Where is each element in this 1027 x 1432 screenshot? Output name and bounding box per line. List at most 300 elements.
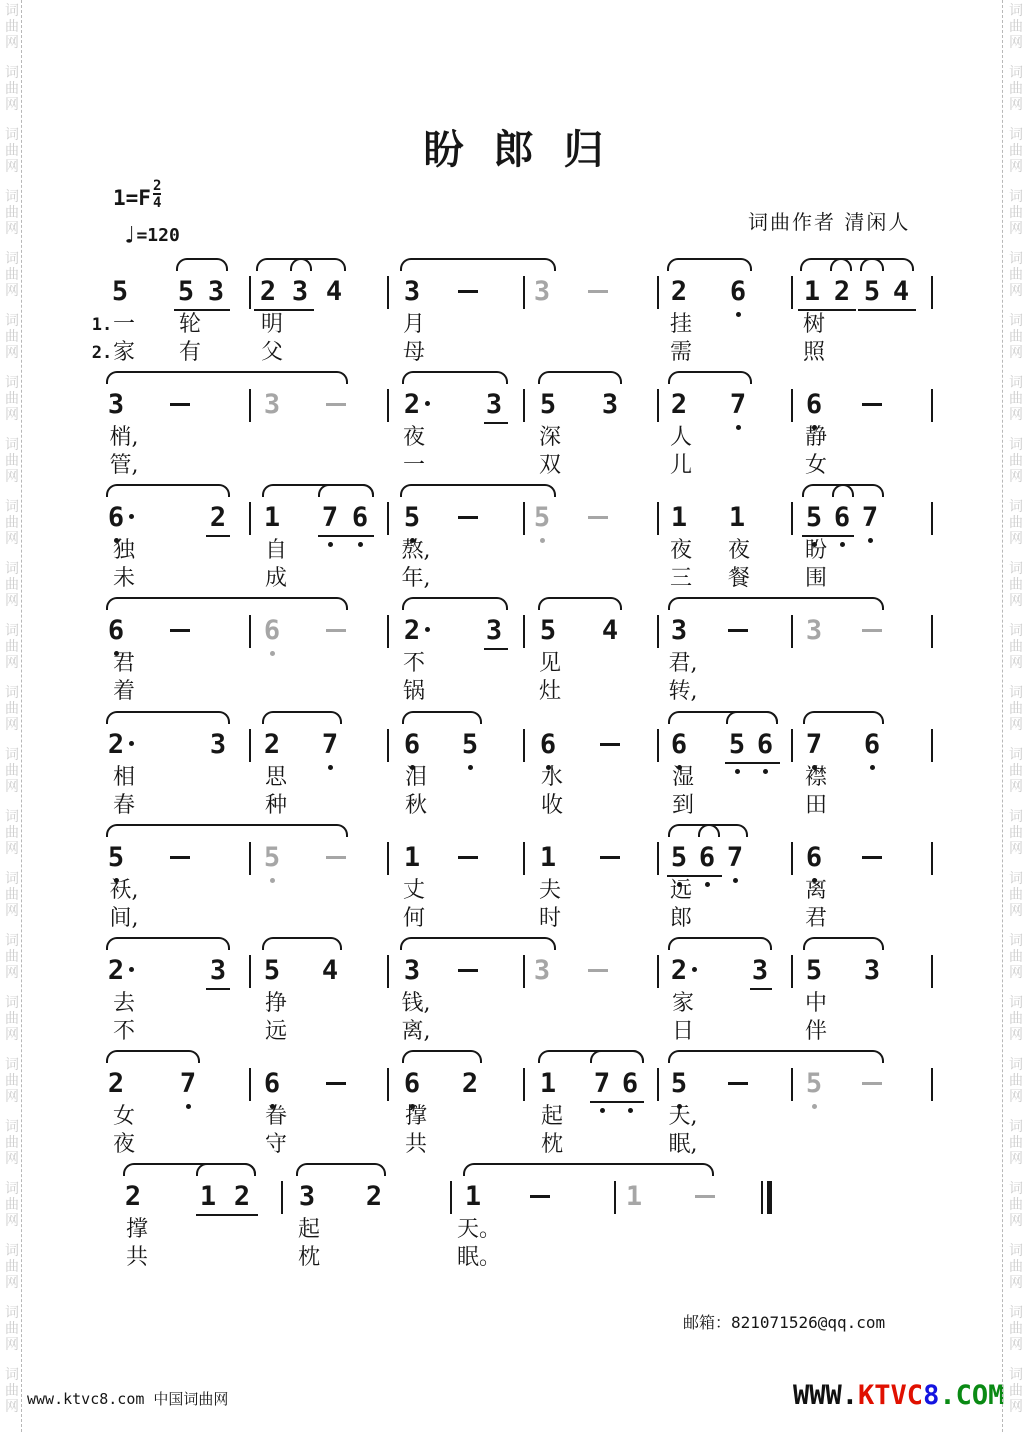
- watermark-char: 曲: [5, 19, 19, 35]
- watermark-char: 词: [5, 189, 19, 205]
- slur-arc: [463, 1163, 714, 1176]
- lyric-char: 三: [669, 566, 693, 591]
- augmentation-dot: [129, 967, 134, 972]
- sustain-dash: [170, 629, 190, 632]
- lyric-char: 天,: [668, 1104, 698, 1129]
- slur-arc: [668, 937, 772, 950]
- note-digit: 5: [177, 276, 195, 307]
- watermark-char: 曲: [5, 1135, 19, 1151]
- watermark-char: 词: [5, 1305, 19, 1321]
- watermark-char: 词: [1009, 1181, 1023, 1197]
- slur-arc: [400, 937, 556, 950]
- right-dashed-border: [1002, 0, 1003, 1432]
- lyric-char: 盼: [804, 538, 828, 563]
- watermark-char: 曲: [1009, 1259, 1023, 1275]
- lyric-char: 撑: [404, 1104, 428, 1129]
- note-digit: 2: [107, 955, 125, 986]
- watermark-char: 网: [1009, 283, 1023, 299]
- beam-underline: [802, 535, 854, 537]
- sustain-dash: [728, 1082, 748, 1085]
- watermark-char: 网: [1009, 841, 1023, 857]
- watermark-char: 词: [1009, 747, 1023, 763]
- slur-arc: [106, 937, 230, 950]
- beam-underline: [318, 535, 374, 537]
- composer-credit: 词曲作者 清闲人: [748, 210, 911, 234]
- watermark-char: 曲: [1009, 639, 1023, 655]
- lyric-char: 女: [804, 453, 828, 478]
- watermark-char: 网: [1009, 1151, 1023, 1167]
- lyric-char: 眠,: [668, 1132, 698, 1157]
- note-digit: 3: [533, 276, 551, 307]
- note-digit: 5: [263, 955, 281, 986]
- sustain-dash: [530, 1195, 550, 1198]
- watermark-char: 曲: [1009, 763, 1023, 779]
- note-digit: 1: [403, 842, 421, 873]
- note-digit: 5: [539, 615, 557, 646]
- augmentation-dot: [692, 967, 697, 972]
- barline: [523, 615, 525, 648]
- watermark-char: 曲: [1009, 81, 1023, 97]
- lyric-char: 父: [260, 340, 284, 365]
- lyric-char: 起: [297, 1217, 321, 1242]
- watermark-char: 网: [5, 1337, 19, 1353]
- lyric-char: 远: [669, 878, 693, 903]
- note-digit: 4: [601, 615, 619, 646]
- lyric-char: 围: [804, 566, 828, 591]
- sustain-dash: [458, 969, 478, 972]
- watermark-char: 词: [1009, 1057, 1023, 1073]
- lyric-char: 泪: [404, 765, 428, 790]
- note-digit: 3: [209, 955, 227, 986]
- beam-underline: [750, 988, 772, 990]
- note-digit: 1: [539, 842, 557, 873]
- lyric-char: 思: [264, 765, 288, 790]
- watermark-char: 词: [1009, 127, 1023, 143]
- lyric-char: 独: [112, 538, 136, 563]
- note-digit: 2: [107, 729, 125, 760]
- lyric-char: 树: [802, 312, 826, 337]
- low-octave-dot: [870, 765, 875, 770]
- time-signature-numerator: 2: [152, 178, 162, 194]
- note-digit: 5: [111, 276, 129, 307]
- lyric-char: 日: [671, 1019, 695, 1044]
- key-signature: [113, 178, 162, 217]
- note-digit: 6: [107, 502, 125, 533]
- lyric-char: 伴: [804, 1019, 828, 1044]
- note-digit: 3: [403, 955, 421, 986]
- watermark-char: 曲: [1009, 1073, 1023, 1089]
- barline: [614, 1181, 616, 1214]
- lyric-char: 着: [112, 679, 136, 704]
- watermark-char: 曲: [5, 453, 19, 469]
- logo-part: KTVC: [858, 1380, 924, 1411]
- watermark-char: 词: [5, 1119, 19, 1135]
- lyric-char: 自: [264, 538, 288, 563]
- barline: [249, 615, 251, 648]
- watermark-char: 网: [5, 779, 19, 795]
- barline: [249, 502, 251, 535]
- lyric-char: 君,: [668, 651, 698, 676]
- note-digit: 6: [698, 842, 716, 873]
- watermark-char: 网: [1009, 655, 1023, 671]
- watermark-char: 词: [5, 127, 19, 143]
- low-octave-dot: [736, 312, 741, 317]
- barline: [791, 276, 793, 309]
- lyric-char: 需: [669, 340, 693, 365]
- note-digit: 5: [670, 1068, 688, 1099]
- lyric-char: 人: [669, 425, 693, 450]
- watermark-char: 曲: [1009, 949, 1023, 965]
- watermark-char: 词: [5, 1367, 19, 1383]
- tempo-value: =120: [136, 225, 180, 246]
- note-digit: 6: [621, 1068, 639, 1099]
- lyric-char: 夜: [727, 538, 751, 563]
- site-url-text: www.ktvc8.com 中国词曲网: [27, 1390, 229, 1408]
- watermark-char: 词: [5, 499, 19, 515]
- note-digit: 1: [625, 1181, 643, 1212]
- note-digit: 3: [298, 1181, 316, 1212]
- note-digit: 6: [805, 842, 823, 873]
- watermark-char: 曲: [5, 1383, 19, 1399]
- watermark-char: 网: [1009, 469, 1023, 485]
- watermark-char: 网: [5, 221, 19, 237]
- lyric-char: 丈: [402, 878, 426, 903]
- lyric-char: 成: [264, 566, 288, 591]
- beam-underline: [206, 535, 230, 537]
- watermark-char: 网: [5, 655, 19, 671]
- low-octave-dot: [270, 651, 275, 656]
- watermark-char: 曲: [1009, 1135, 1023, 1151]
- barline: [657, 955, 659, 988]
- note-digit: 2: [461, 1068, 479, 1099]
- lyric-char: 月: [402, 312, 426, 337]
- barline: [791, 842, 793, 875]
- watermark-char: 网: [5, 1089, 19, 1105]
- note-digit: 6: [670, 729, 688, 760]
- watermark-char: 词: [1009, 933, 1023, 949]
- low-octave-dot: [628, 1108, 633, 1113]
- barline: [387, 615, 389, 648]
- watermark-char: 词: [5, 561, 19, 577]
- lyric-char: 湿: [671, 765, 695, 790]
- time-signature-denominator: 4: [152, 195, 162, 211]
- note-digit: 3: [209, 729, 227, 760]
- watermark-char: 曲: [1009, 577, 1023, 593]
- logo-part: .COM: [939, 1380, 1005, 1411]
- note-digit: 2: [833, 276, 851, 307]
- note-digit: 6: [403, 1068, 421, 1099]
- final-barline-thin: [761, 1181, 763, 1214]
- watermark-char: 曲: [5, 887, 19, 903]
- low-octave-dot: [735, 769, 740, 774]
- barline: [931, 276, 933, 309]
- note-digit: 2: [670, 955, 688, 986]
- barline: [523, 955, 525, 988]
- lyric-char: 锅: [402, 679, 426, 704]
- note-digit: 6: [263, 1068, 281, 1099]
- note-digit: 5: [107, 842, 125, 873]
- slur-arc: [668, 371, 752, 384]
- watermark-char: 词: [1009, 623, 1023, 639]
- lyric-char: 何: [402, 906, 426, 931]
- barline: [523, 389, 525, 422]
- watermark-char: 曲: [5, 1197, 19, 1213]
- watermark-char: 词: [5, 1057, 19, 1073]
- watermark-char: 网: [1009, 35, 1023, 51]
- lyric-char: 眷: [264, 1104, 288, 1129]
- lyric-char: 远: [264, 1019, 288, 1044]
- watermark-char: 曲: [1009, 143, 1023, 159]
- watermark-char: 网: [1009, 717, 1023, 733]
- note-digit: 3: [485, 615, 503, 646]
- lyric-char: 中: [804, 991, 828, 1016]
- sustain-dash: [862, 1082, 882, 1085]
- note-digit: 1: [670, 502, 688, 533]
- watermark-char: 网: [5, 903, 19, 919]
- sustain-dash: [588, 969, 608, 972]
- note-digit: 7: [805, 729, 823, 760]
- slur-arc: [106, 597, 348, 610]
- sustain-dash: [326, 629, 346, 632]
- barline: [657, 1068, 659, 1101]
- watermark-char: 曲: [1009, 453, 1023, 469]
- slur-arc: [290, 258, 346, 271]
- watermark-char: 网: [5, 97, 19, 113]
- lyric-char: 不: [112, 1019, 136, 1044]
- note-digit: 1: [199, 1181, 217, 1212]
- note-digit: 6: [863, 729, 881, 760]
- watermark-char: 词: [5, 437, 19, 453]
- note-digit: 3: [533, 955, 551, 986]
- lyric-char: 夜: [669, 538, 693, 563]
- watermark-char: 词: [1009, 1367, 1023, 1383]
- lyric-char: 餐: [727, 566, 751, 591]
- note-digit: 6: [107, 615, 125, 646]
- tempo-marking: [122, 222, 180, 249]
- key-label: 1=F: [113, 186, 151, 210]
- watermark-char: 词: [1009, 561, 1023, 577]
- barline: [523, 729, 525, 762]
- slur-arc: [860, 258, 914, 271]
- barline: [450, 1181, 452, 1214]
- lyric-char: 时: [538, 906, 562, 931]
- watermark-char: 网: [5, 717, 19, 733]
- lyric-char: 离,: [401, 1019, 431, 1044]
- watermark-char: 词: [5, 809, 19, 825]
- watermark-char: 曲: [5, 1259, 19, 1275]
- low-octave-dot: [812, 1104, 817, 1109]
- ktvc8-logo: [793, 1380, 1004, 1411]
- barline: [523, 842, 525, 875]
- watermark-char: 词: [1009, 1243, 1023, 1259]
- quarter-note-icon: ♩: [122, 221, 137, 249]
- note-digit: 2: [670, 389, 688, 420]
- lyric-char: 家: [112, 340, 136, 365]
- time-signature: [153, 179, 161, 210]
- slur-arc: [262, 937, 342, 950]
- note-digit: 5: [728, 729, 746, 760]
- watermark-char: 词: [1009, 995, 1023, 1011]
- sustain-dash: [695, 1195, 715, 1198]
- watermark-char: 词: [5, 685, 19, 701]
- lyric-char: 间,: [109, 906, 139, 931]
- beam-underline: [725, 762, 780, 764]
- lyric-char: 共: [125, 1245, 149, 1270]
- sustain-dash: [588, 290, 608, 293]
- watermark-char: 网: [1009, 593, 1023, 609]
- barline: [281, 1181, 283, 1214]
- note-digit: 1: [803, 276, 821, 307]
- note-digit: 6: [539, 729, 557, 760]
- low-octave-dot: [328, 765, 333, 770]
- low-octave-dot: [733, 878, 738, 883]
- verse-number: 2.: [91, 343, 113, 363]
- low-octave-dot: [705, 882, 710, 887]
- watermark-char: 曲: [5, 701, 19, 717]
- watermark-char: 曲: [1009, 19, 1023, 35]
- beam-underline: [254, 309, 314, 311]
- lyric-char: 灶: [538, 679, 562, 704]
- watermark-char: 曲: [5, 825, 19, 841]
- slur-arc: [698, 824, 748, 837]
- lyric-char: 照: [802, 340, 826, 365]
- lyric-char: 水: [540, 765, 564, 790]
- beam-underline: [174, 309, 230, 311]
- watermark-char: 曲: [5, 143, 19, 159]
- barline: [931, 955, 933, 988]
- note-digit: 6: [351, 502, 369, 533]
- note-digit: 5: [539, 389, 557, 420]
- watermark-char: 曲: [5, 949, 19, 965]
- watermark-char: 曲: [5, 639, 19, 655]
- watermark-char: 网: [1009, 97, 1023, 113]
- sustain-dash: [170, 403, 190, 406]
- augmentation-dot: [425, 401, 430, 406]
- beam-underline: [858, 309, 916, 311]
- watermark-char: 网: [5, 1151, 19, 1167]
- sustain-dash: [862, 629, 882, 632]
- watermark-char: 词: [1009, 3, 1023, 19]
- barline: [791, 955, 793, 988]
- lyric-char: 见: [538, 651, 562, 676]
- slur-arc: [106, 824, 348, 837]
- slur-arc: [668, 1050, 884, 1063]
- watermark-char: 曲: [1009, 391, 1023, 407]
- lyric-char: 离: [804, 878, 828, 903]
- barline: [523, 276, 525, 309]
- lyric-char: 郎: [669, 906, 693, 931]
- watermark-char: 网: [1009, 407, 1023, 423]
- watermark-char: 曲: [5, 1011, 19, 1027]
- low-octave-dot: [468, 765, 473, 770]
- note-digit: 3: [863, 955, 881, 986]
- lyric-char: 静: [804, 425, 828, 450]
- watermark-char: 词: [5, 375, 19, 391]
- watermark-char: 曲: [5, 1321, 19, 1337]
- watermark-char: 网: [1009, 1027, 1023, 1043]
- watermark-char: 曲: [1009, 1011, 1023, 1027]
- watermark-char: 网: [1009, 345, 1023, 361]
- slur-arc: [106, 484, 230, 497]
- watermark-char: 网: [1009, 1213, 1023, 1229]
- watermark-char: 网: [1009, 531, 1023, 547]
- low-octave-dot: [328, 542, 333, 547]
- slur-arc: [402, 597, 508, 610]
- watermark-char: 词: [5, 747, 19, 763]
- barline: [387, 502, 389, 535]
- lyric-char: 梢,: [109, 425, 139, 450]
- note-digit: 2: [365, 1181, 383, 1212]
- lyric-char: 天。: [456, 1217, 502, 1242]
- watermark-char: 词: [5, 1243, 19, 1259]
- note-digit: 3: [670, 615, 688, 646]
- note-digit: 5: [533, 502, 551, 533]
- note-digit: 3: [751, 955, 769, 986]
- lyric-char: 君: [112, 651, 136, 676]
- note-digit: 2: [233, 1181, 251, 1212]
- watermark-char: 词: [5, 623, 19, 639]
- augmentation-dot: [425, 627, 430, 632]
- note-digit: 1: [539, 1068, 557, 1099]
- note-digit: 4: [892, 276, 910, 307]
- lyric-char: 君: [804, 906, 828, 931]
- slur-arc: [402, 711, 482, 724]
- lyric-char: 襟: [804, 765, 828, 790]
- watermark-char: 词: [5, 995, 19, 1011]
- watermark-char: 网: [5, 1027, 19, 1043]
- lyric-char: 深: [538, 425, 562, 450]
- barline: [387, 389, 389, 422]
- barline: [657, 615, 659, 648]
- low-octave-dot: [868, 538, 873, 543]
- slur-arc: [176, 258, 228, 271]
- barline: [387, 729, 389, 762]
- lyric-char: 一: [402, 453, 426, 478]
- watermark-char: 词: [5, 251, 19, 267]
- lyric-char: 一: [112, 312, 136, 337]
- lyric-char: 相: [112, 765, 136, 790]
- watermark-char: 曲: [1009, 515, 1023, 531]
- sustain-dash: [600, 856, 620, 859]
- lyric-char: 眠。: [456, 1245, 502, 1270]
- lyric-char: 有: [178, 340, 202, 365]
- watermark-char: 网: [1009, 779, 1023, 795]
- watermark-char: 曲: [1009, 1321, 1023, 1337]
- note-digit: 6: [833, 502, 851, 533]
- sustain-dash: [458, 290, 478, 293]
- barline: [931, 615, 933, 648]
- note-digit: 7: [321, 502, 339, 533]
- barline: [249, 729, 251, 762]
- watermark-char: 词: [1009, 1119, 1023, 1135]
- lyric-char: 起: [540, 1104, 564, 1129]
- note-digit: 3: [805, 615, 823, 646]
- lyric-char: 枕: [297, 1245, 321, 1270]
- watermark-char: 网: [1009, 1337, 1023, 1353]
- note-digit: 3: [207, 276, 225, 307]
- song-title: 盼郎归: [423, 126, 634, 173]
- sustain-dash: [326, 1082, 346, 1085]
- lyric-char: 守: [264, 1132, 288, 1157]
- watermark-char: 曲: [5, 329, 19, 345]
- beam-underline: [590, 1101, 644, 1103]
- barline: [931, 842, 933, 875]
- watermark-char: 曲: [5, 763, 19, 779]
- slur-arc: [318, 484, 374, 497]
- sustain-dash: [600, 743, 620, 746]
- lyric-char: 去: [112, 991, 136, 1016]
- watermark-char: 网: [5, 965, 19, 981]
